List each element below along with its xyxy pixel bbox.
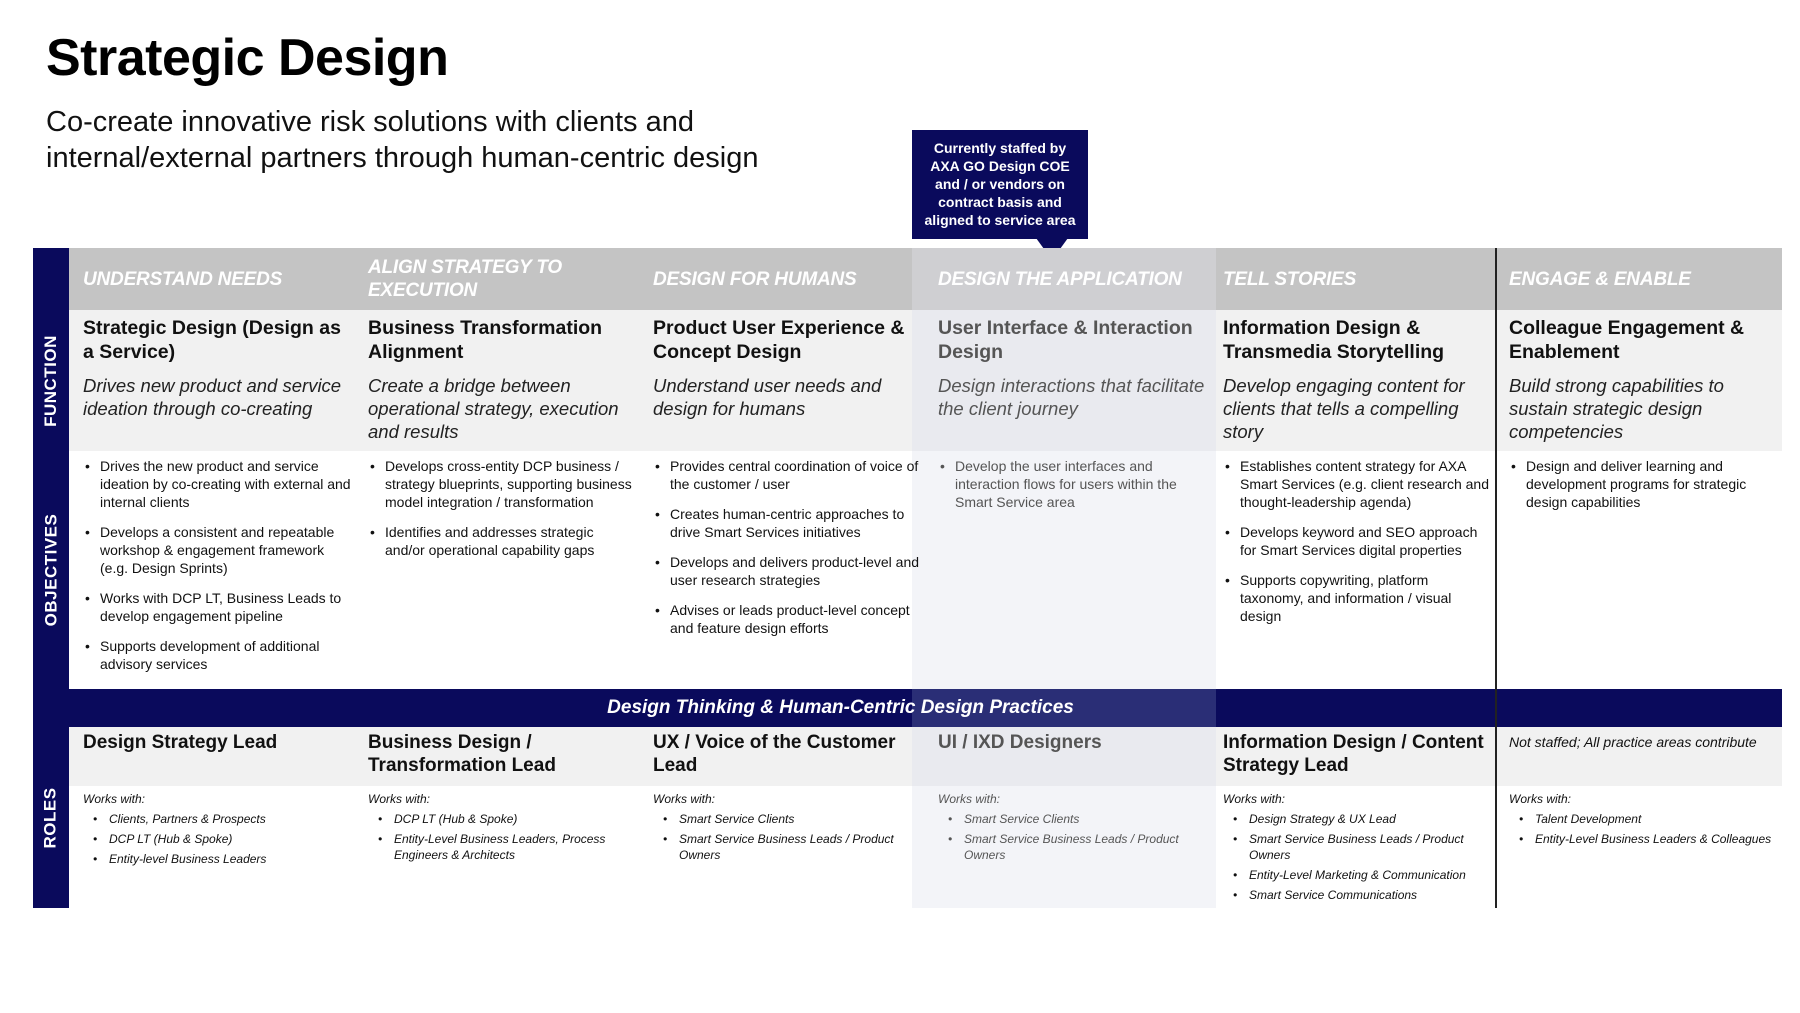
function-title: Colleague Engagement & Enablement <box>1509 317 1745 363</box>
objective-item: • Creates human-centric approaches to drive Smart Services initiatives <box>653 505 921 541</box>
works-with <box>938 791 1206 867</box>
column-header: DESIGN THE APPLICATION <box>938 268 1182 290</box>
column-header: ENGAGE & ENABLE <box>1509 268 1691 290</box>
works-with-item: • Smart Service Communications <box>1223 887 1491 903</box>
works-with-item: • Entity-level Business Leaders <box>83 851 351 867</box>
objectives-list <box>1223 457 1491 637</box>
role-title: UI / IXD Designers <box>938 732 1102 753</box>
works-with-item: • DCP LT (Hub & Spoke) <box>83 831 351 847</box>
page-title: Strategic Design <box>46 29 449 87</box>
works-with-item: • Entity-Level Business Leaders & Colleagues <box>1509 831 1777 847</box>
objectives-list <box>1509 457 1777 523</box>
function-title: User Interface & Interaction Design <box>938 317 1193 363</box>
role-title: Not staffed; All practice areas contribute <box>1509 734 1757 750</box>
works-with-label: Works with: <box>653 792 716 806</box>
role-title: Business Design / Transformation Lead <box>368 732 556 776</box>
page-subtitle: Co-create innovative risk solutions with clients and internal/external partners through human-centric design <box>46 106 759 174</box>
role-title: Design Strategy Lead <box>83 732 278 753</box>
column-header: TELL STORIES <box>1223 268 1357 290</box>
objective-item: • Develop the user interfaces and interaction flows for users within the Smart Service area <box>938 457 1206 511</box>
objective-item: • Establishes content strategy for AXA Smart Services (e.g. client research and thought-leadership agenda) <box>1223 457 1491 511</box>
works-with-label: Works with: <box>1223 792 1286 806</box>
function-description: Build strong capabilities to sustain strategic design competencies <box>1509 375 1724 442</box>
objective-item: • Develops cross-entity DCP business / strategy blueprints, supporting business model integration / transformation <box>368 457 636 511</box>
works-with <box>1223 791 1491 907</box>
works-with-item: • Entity-Level Marketing & Communication <box>1223 867 1491 883</box>
objectives-list <box>653 457 921 649</box>
objectives-list <box>938 457 1206 523</box>
objective-item: • Drives the new product and service ideation by co-creating with external and internal clients <box>83 457 351 511</box>
row-label-objectives: OBJECTIVES <box>41 513 61 627</box>
works-with <box>83 791 351 871</box>
staffing-callout: Currently staffed by AXA GO Design COE and / or vendors on contract basis and aligned to service area <box>912 130 1088 239</box>
works-with-item: • Smart Service Clients <box>938 811 1206 827</box>
column-header: ALIGN STRATEGY TO EXECUTION <box>368 257 563 301</box>
column-divider <box>1495 248 1497 908</box>
works-with-item: • Entity-Level Business Leaders, Process Engineers & Architects <box>368 831 636 863</box>
function-description: Develop engaging content for clients that tells a compelling story <box>1223 375 1465 442</box>
works-with-item: • Clients, Partners & Prospects <box>83 811 351 827</box>
objective-item: • Design and deliver learning and development programs for strategic design capabilities <box>1509 457 1777 511</box>
works-with-item: • Smart Service Clients <box>653 811 921 827</box>
function-title: Business Transformation Alignment <box>368 317 603 363</box>
works-with <box>1509 791 1777 851</box>
objective-item: • Provides central coordination of voice of the customer / user <box>653 457 921 493</box>
column-header: UNDERSTAND NEEDS <box>83 268 283 290</box>
objective-item: • Supports copywriting, platform taxonomy, and information / visual design <box>1223 571 1491 625</box>
works-with-item: • Smart Service Business Leads / Product Owners <box>938 831 1206 863</box>
row-label-function: FUNCTION <box>41 334 61 427</box>
objective-item: • Identifies and addresses strategic and/or operational capability gaps <box>368 523 636 559</box>
works-with-label: Works with: <box>938 792 1001 806</box>
works-with-label: Works with: <box>368 792 431 806</box>
works-with-item: • DCP LT (Hub & Spoke) <box>368 811 636 827</box>
objectives-list <box>83 457 351 685</box>
design-thinking-label: Design Thinking & Human-Centric Design Practices <box>607 697 1074 718</box>
role-title: Information Design / Content Strategy Lead <box>1223 732 1484 776</box>
works-with-label: Works with: <box>1509 792 1572 806</box>
function-description: Drives new product and service ideation through co-creating <box>83 375 342 419</box>
works-with <box>368 791 636 867</box>
design-thinking-label-wrap <box>69 689 1782 727</box>
function-description: Design interactions that facilitate the client journey <box>938 375 1205 419</box>
role-title: UX / Voice of the Customer Lead <box>653 732 896 776</box>
function-description: Create a bridge between operational strategy, execution and results <box>368 375 619 442</box>
function-title: Information Design & Transmedia Storytelling <box>1223 317 1445 363</box>
works-with-item: • Smart Service Business Leads / Product Owners <box>1223 831 1491 863</box>
function-title: Strategic Design (Design as a Service) <box>83 317 341 363</box>
objective-item: • Advises or leads product-level concept and feature design efforts <box>653 601 921 637</box>
row-label-roles: ROLES <box>41 786 60 849</box>
works-with-item: • Talent Development <box>1509 811 1777 827</box>
column-header: DESIGN FOR HUMANS <box>653 268 857 290</box>
objective-item: • Supports development of additional advisory services <box>83 637 351 673</box>
objective-item: • Develops and delivers product-level and user research strategies <box>653 553 921 589</box>
function-title: Product User Experience & Concept Design <box>653 317 905 363</box>
objective-item: • Develops a consistent and repeatable workshop & engagement framework (e.g. Design Sprints) <box>83 523 351 577</box>
objectives-list <box>368 457 636 571</box>
objective-item: • Works with DCP LT, Business Leads to develop engagement pipeline <box>83 589 351 625</box>
works-with-label: Works with: <box>83 792 146 806</box>
works-with-item: • Smart Service Business Leads / Product Owners <box>653 831 921 863</box>
objective-item: • Develops keyword and SEO approach for Smart Services digital properties <box>1223 523 1491 559</box>
function-description: Understand user needs and design for humans <box>653 375 882 419</box>
works-with-item: • Design Strategy & UX Lead <box>1223 811 1491 827</box>
works-with <box>653 791 921 867</box>
